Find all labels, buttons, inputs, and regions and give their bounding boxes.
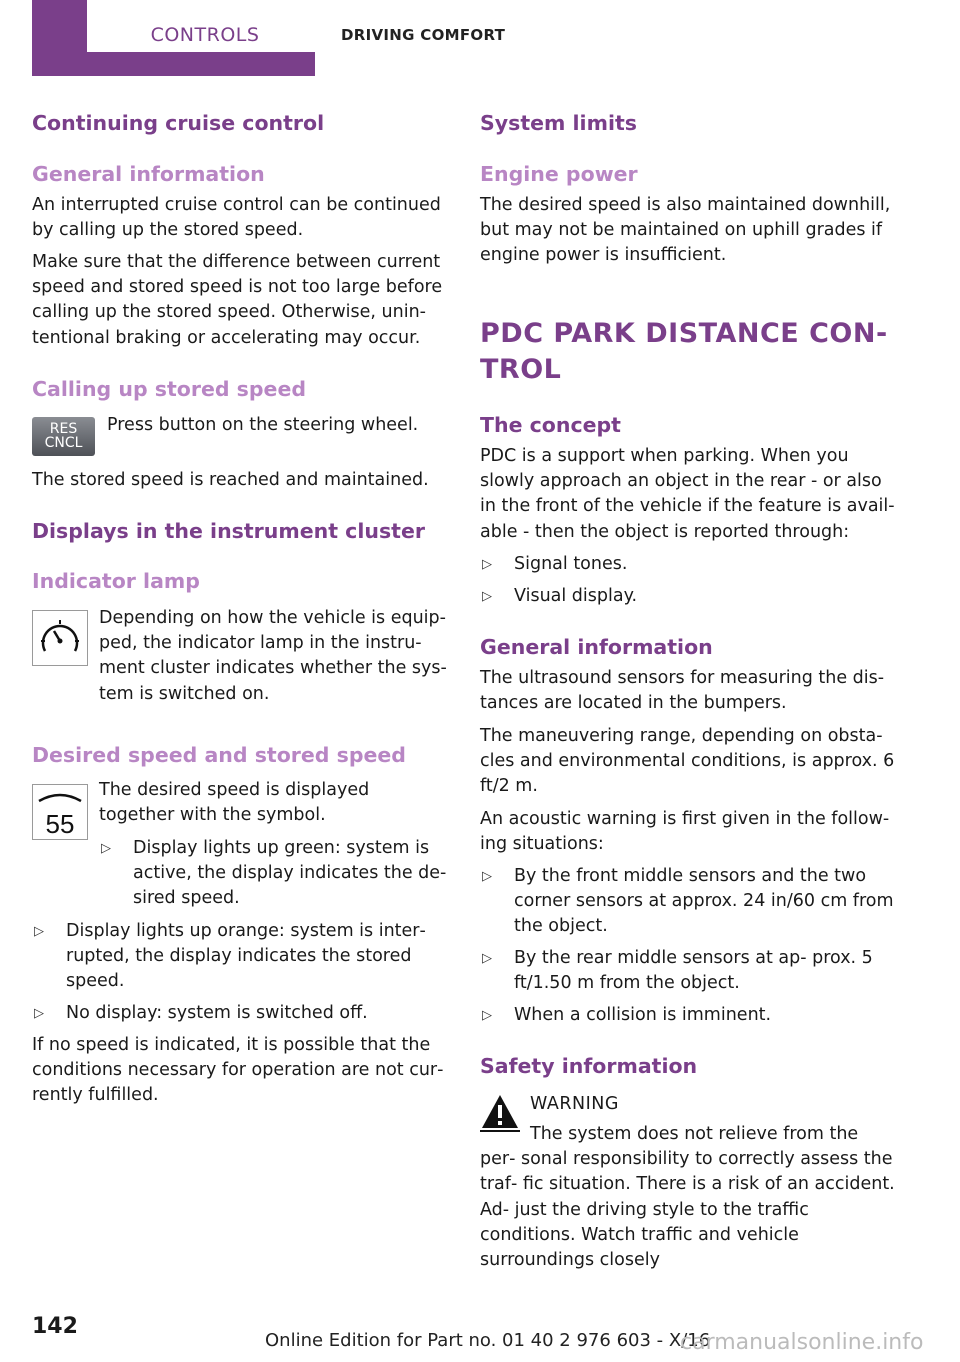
- heading-pdc-line1: PDC PARK DISTANCE CON‐: [480, 318, 888, 349]
- bullet-marker-icon: ▷: [34, 1006, 44, 1021]
- bullet-text: Display lights up orange: system is inter‐ rupted, the display indicates the stored speed.: [66, 921, 426, 992]
- bullet-marker-icon: ▷: [482, 557, 492, 572]
- bullet-marker-icon: ▷: [101, 841, 111, 856]
- paragraph-no-speed: If no speed is indicated, it is possible that the conditions necessary for operation are not cur‐ rently fulfilled.: [32, 1035, 444, 1106]
- bullet-marker-icon: ▷: [482, 589, 492, 604]
- bullet-text: By the rear middle sensors at ap‐ prox. 5 ft/1.50 m from the object.: [514, 948, 873, 994]
- paragraph-warning: The system does not relieve from the per‐ sonal responsibility to correctly assess the traf‐ fic situation. There is a risk of an accident. Ad‐ just the driving style to the traffic conditions. Watch traffic and vehicle surroundings closely: [480, 1124, 895, 1271]
- paragraph-indicator-lamp: [99, 606, 449, 707]
- heading-displays-instrument-cluster: Displays in the instrument cluster: [32, 519, 425, 543]
- bullet-marker-icon: ▷: [482, 869, 492, 884]
- section-tab[interactable]: DRIVING COMFORT: [341, 26, 506, 44]
- heading-the-concept: The concept: [480, 413, 621, 437]
- heading-desired-stored-speed: Desired speed and stored speed: [32, 743, 406, 767]
- list-item: [32, 1001, 446, 1026]
- res-cncl-button-icon: [32, 417, 95, 456]
- paragraph-press-button: Press button on the steering wheel.: [107, 415, 419, 435]
- list-item: [480, 584, 898, 609]
- chapter-tab[interactable]: [32, 0, 315, 76]
- bullet-marker-icon: ▷: [482, 951, 492, 966]
- paragraph-pdc-general-2: The maneuvering range, depending on obsta‐ cles and environmental conditions, is approx. 6 ft/2 m.: [480, 726, 895, 797]
- paragraph-concept: PDC is a support when parking. When you slowly approach an object in the rear - or also in the front of the vehicle if the feature is avail‐ able - then the object is reported through:: [480, 446, 895, 542]
- bullet-text: No display: system is switched off.: [66, 1003, 368, 1023]
- heading-general-information: General information: [32, 162, 265, 186]
- list-item: [480, 864, 898, 940]
- paragraph-pdc-general-1: The ultrasound sensors for measuring the dis‐ tances are located in the bumpers.: [480, 668, 885, 714]
- paragraph-pdc-general-3: An acoustic warning is first given in the follow‐ ing situations:: [480, 809, 890, 855]
- heading-safety-information: Safety information: [480, 1054, 698, 1078]
- heading-general-information-pdc: General information: [480, 635, 713, 659]
- bullet-text: Visual display.: [514, 586, 638, 606]
- bullet-marker-icon: ▷: [482, 1008, 492, 1023]
- paragraph-engine-power: The desired speed is also maintained downhill, but may not be maintained on uphill grades if engine power is insufficient.: [480, 195, 891, 266]
- heading-pdc-line2: TROL: [480, 354, 562, 385]
- list-item: [480, 1003, 898, 1028]
- footer-edition: Online Edition for Part no. 01 40 2 976 603 - X/16: [265, 1330, 711, 1351]
- chapter-tab-label: CONTROLS: [87, 0, 323, 52]
- page-number: 142: [32, 1314, 78, 1339]
- heading-system-limits: System limits: [480, 111, 637, 135]
- cruise-control-indicator-icon: [32, 610, 88, 666]
- heading-engine-power: Engine power: [480, 162, 638, 186]
- list-item: [480, 946, 898, 996]
- speed-display-icon: [32, 784, 88, 840]
- bullet-text: Signal tones.: [514, 554, 628, 574]
- paragraph-desired-speed: The desired speed is displayed together with the symbol.: [99, 780, 370, 826]
- paragraph-stored-speed: The stored speed is reached and maintained.: [32, 470, 429, 490]
- list-item: [99, 836, 449, 912]
- bullet-text: By the front middle sensors and the two corner sensors at approx. 24 in/60 cm from the object.: [514, 866, 894, 937]
- list-item: [480, 552, 898, 577]
- warning-label: WARNING: [530, 1094, 619, 1114]
- bullet-marker-icon: ▷: [34, 924, 44, 939]
- watermark: carmanualsonline.info: [680, 1330, 924, 1355]
- heading-continuing-cruise-control: Continuing cruise control: [32, 111, 325, 135]
- speed-symbol-text: 55: [45, 809, 75, 839]
- bullet-text: When a collision is imminent.: [514, 1005, 772, 1025]
- cncl-label: CNCL: [44, 435, 83, 451]
- indicator-lamp-text: Depending on how the vehicle is equip‐ ped, the indicator lamp in the instru‐ ment cluster indicates whether the sys‐ tem is switched on.: [99, 608, 447, 704]
- paragraph-general-2: Make sure that the difference between current speed and stored speed is not too large before calling up the stored speed. Otherwise, unin‐ tentional braking or accelerating may occur.: [32, 252, 443, 348]
- heading-indicator-lamp: Indicator lamp: [32, 569, 200, 593]
- heading-calling-up-stored-speed: Calling up stored speed: [32, 377, 307, 401]
- paragraph-general-1: An interrupted cruise control can be continued by calling up the stored speed.: [32, 195, 441, 241]
- list-item: [32, 919, 446, 995]
- bullet-text: Display lights up green: system is active, the display indicates the de‐ sired speed.: [133, 838, 447, 909]
- res-label: RES: [49, 421, 78, 437]
